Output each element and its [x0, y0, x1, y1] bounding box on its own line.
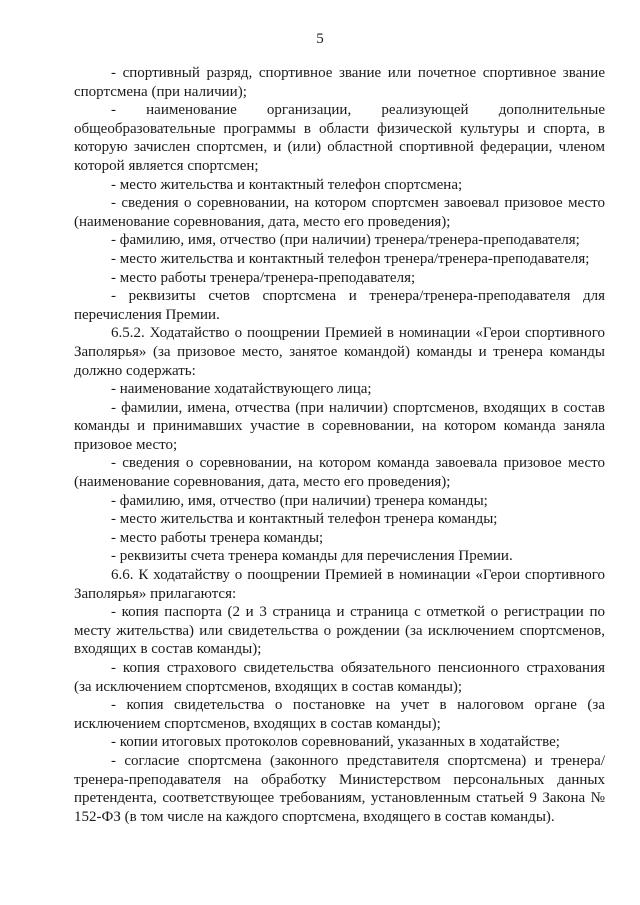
- list-item: - фамилию, имя, отчество (при наличии) тренера команды;: [111, 492, 488, 509]
- document-body: [74, 64, 605, 826]
- list-item: - место жительства и контактный телефон тренера/тренера-преподавателя;: [111, 250, 590, 267]
- list-item: - сведения о соревновании, на котором команда завоевала призовое место (наименование соревнования, дата, место его проведения);: [74, 455, 605, 491]
- list-item: - копия страхового свидетельства обязательного пенсионного страхования (за исключением спортсменов, входящих в состав команды);: [74, 660, 605, 695]
- list-item: - фамилию, имя, отчество (при наличии) тренера/тренера-преподавателя;: [111, 232, 580, 249]
- list-item: - копии итоговых протоколов соревнований, указанных в ходатайстве;: [111, 734, 560, 751]
- list-item: - спортивный разряд, спортивное звание или почетное спортивное звание спортсмена (при наличии);: [74, 65, 605, 100]
- list-item: - фамилии, имена, отчества (при наличии) спортсменов, входящих в состав команды и принимавших участие в соревновании, на котором команда заняла призовое место;: [74, 399, 605, 453]
- list-item: - наименование ходатайствующего лица;: [111, 381, 372, 398]
- list-item: - место жительства и контактный телефон спортсмена;: [111, 176, 463, 193]
- list-item: - копия свидетельства о постановке на учет в налоговом органе (за исключением спортсменов, входящих в состав команды);: [74, 697, 605, 732]
- list-item: - место работы тренера команды;: [111, 529, 324, 546]
- page-number: 5: [316, 31, 324, 47]
- list-item: - согласие спортсмена (законного представителя спортсмена) и тренера/тренера-преподавателя на обработку Министерством персональных данных претендента, соответствующее требованиям, установленным статьей 9 Закона № 152-ФЗ (в том числе на каждого спортсмена, входящего в состав команды).: [74, 752, 605, 825]
- list-item: - реквизиты счетов спортсмена и тренера/тренера-преподавателя для перечисления Премии.: [74, 288, 605, 323]
- list-item: - наименование организации, реализующей дополнительные общеобразовательные программы в области физической культуры и спорта, в которую зачислен спортсмен, и (или) областной спортивной федерации, членом которой является спортсмен;: [74, 102, 605, 174]
- list-item: - копия паспорта (2 и 3 страница и страница с отметкой о регистрации по месту жительства) или свидетельства о рождении (за исключением спортсменов, входящих в состав команды);: [74, 604, 605, 658]
- section-paragraph: 6.5.2. Ходатайство о поощрении Премией в номинации «Герои спортивного Заполярья» (за призовое место, занятое командой) команды и тренера команды должно содержать:: [74, 325, 605, 379]
- list-item: - реквизиты счета тренера команды для перечисления Премии.: [111, 548, 513, 565]
- list-item: - место жительства и контактный телефон тренера команды;: [111, 511, 498, 528]
- list-item: - место работы тренера/тренера-преподавателя;: [111, 269, 416, 286]
- list-item: - сведения о соревновании, на котором спортсмен завоевал призовое место (наименование соревнования, дата, место его проведения);: [74, 195, 605, 230]
- section-paragraph: 6.6. К ходатайству о поощрении Премией в номинации «Герои спортивного Заполярья» прилагаются:: [74, 567, 605, 602]
